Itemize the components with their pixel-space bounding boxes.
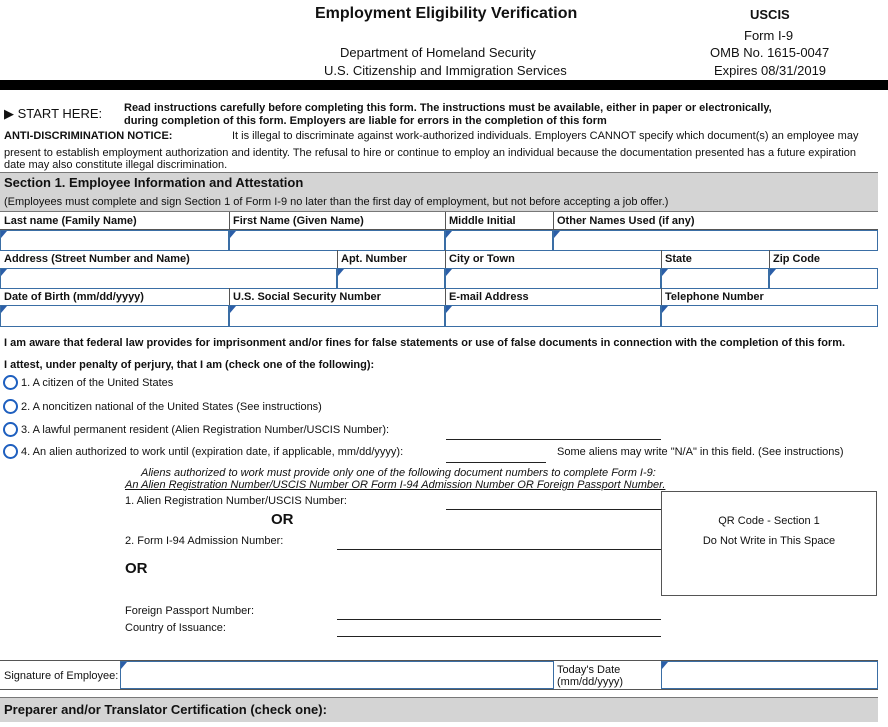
start-here-label: ▶ START HERE: <box>4 106 103 121</box>
zip-input[interactable] <box>769 268 878 289</box>
country-label: Country of Issuance: <box>125 622 226 634</box>
section1-header <box>0 172 878 194</box>
phone-label: Telephone Number <box>665 291 764 303</box>
header-rule <box>0 80 888 90</box>
todays-date-input[interactable] <box>661 661 878 689</box>
middle-initial-label: Middle Initial <box>449 215 516 227</box>
aliens-note-1: Aliens authorized to work must provide only one of the following document numbers to complete Form I-9: <box>141 467 656 479</box>
i94-input[interactable] <box>337 533 661 550</box>
apt-label: Apt. Number <box>341 253 407 265</box>
middle-initial-input[interactable] <box>445 230 553 251</box>
option-alien-authorized: 4. An alien authorized to work until (expiration date, if applicable, mm/dd/yyyy): <box>21 446 404 458</box>
notice-line-1: It is illegal to discriminate against work-authorized individuals. Employers CANNOT specify which document(s) an employee may <box>232 130 859 142</box>
passport-label: Foreign Passport Number: <box>125 605 254 617</box>
expiration: Expires 08/31/2019 <box>714 63 827 78</box>
signature-label: Signature of Employee: <box>4 670 119 682</box>
ssn-input[interactable] <box>229 305 445 327</box>
email-input[interactable] <box>445 305 661 327</box>
preparer-header <box>0 697 878 722</box>
city-label: City or Town <box>449 253 515 265</box>
radio-citizen[interactable] <box>3 375 18 390</box>
other-names-input[interactable] <box>553 230 878 251</box>
notice-line-2: present to establish employment authorization and identity. The refusal to hire or continue to employ an individual because the documentation presented has a future expiration <box>4 147 857 159</box>
section1-subtitle-band <box>0 193 878 212</box>
dob-input[interactable] <box>0 305 229 327</box>
na-note: Some aliens may write "N/A" in this field. (See instructions) <box>557 446 844 458</box>
section1-subtitle: (Employees must complete and sign Section 1 of Form I-9 no later than the first day of employment, but not before accepting a job offer.) <box>4 196 669 208</box>
alien-reg-label: 1. Alien Registration Number/USCIS Number: <box>125 495 347 507</box>
address-input[interactable] <box>0 268 337 289</box>
or-1: OR <box>271 511 294 528</box>
start-text-2: during completion of this form. Employers are liable for errors in the completion of this form <box>124 115 607 127</box>
address-label: Address (Street Number and Name) <box>4 253 190 265</box>
or-2: OR <box>125 560 148 577</box>
attest-statement: I attest, under penalty of perjury, that I am (check one of the following): <box>4 359 375 371</box>
anti-discrimination-label: ANTI-DISCRIMINATION NOTICE: <box>4 130 173 142</box>
first-name-label: First Name (Given Name) <box>233 215 364 227</box>
notice-line-3: date may also constitute illegal discrimination. <box>4 159 228 171</box>
start-text-1: Read instructions carefully before completing this form. The instructions must be available, either in paper or electronically, <box>124 102 772 114</box>
radio-permanent-resident[interactable] <box>3 422 18 437</box>
omb-number: OMB No. 1615-0047 <box>710 45 830 60</box>
ssn-label: U.S. Social Security Number <box>233 291 381 303</box>
dob-label: Date of Birth (mm/dd/yyyy) <box>4 291 144 303</box>
qr-code-box <box>661 491 877 596</box>
last-name-input[interactable] <box>0 230 229 251</box>
section1-title: Section 1. Employee Information and Attestation <box>4 175 304 190</box>
radio-alien-authorized[interactable] <box>3 444 18 459</box>
todays-date-label-1: Today's Date <box>557 664 621 676</box>
other-names-label: Other Names Used (if any) <box>557 215 695 227</box>
permanent-resident-number-input[interactable] <box>446 423 661 440</box>
state-input[interactable] <box>661 268 769 289</box>
last-name-label: Last name (Family Name) <box>4 215 137 227</box>
uscis-label: USCIS <box>750 7 790 22</box>
alien-reg-input[interactable] <box>446 493 661 510</box>
option-noncitizen-national: 2. A noncitizen national of the United States (See instructions) <box>21 401 322 413</box>
form-number: Form I-9 <box>744 28 794 43</box>
qr-code-note: Do Not Write in This Space <box>702 535 836 547</box>
option-citizen: 1. A citizen of the United States <box>21 377 174 389</box>
first-name-input[interactable] <box>229 230 445 251</box>
option-permanent-resident: 3. A lawful permanent resident (Alien Registration Number/USCIS Number): <box>21 424 390 436</box>
todays-date-label-2: (mm/dd/yyyy) <box>557 676 623 688</box>
i94-label: 2. Form I-94 Admission Number: <box>125 535 284 547</box>
aware-statement: I am aware that federal law provides for imprisonment and/or fines for false statements or use of false documents in connection with the completion of this form. <box>4 337 846 349</box>
state-label: State <box>665 253 692 265</box>
department: Department of Homeland Security <box>340 45 536 60</box>
passport-input[interactable] <box>337 603 661 620</box>
zip-label: Zip Code <box>773 253 821 265</box>
signature-input[interactable] <box>120 661 554 689</box>
form-title: Employment Eligibility Verification <box>315 5 578 22</box>
agency: U.S. Citizenship and Immigration Services <box>324 63 567 78</box>
preparer-title: Preparer and/or Translator Certification (check one): <box>4 702 327 717</box>
expiration-date-input[interactable] <box>446 446 546 463</box>
qr-code-title: QR Code - Section 1 <box>718 515 820 527</box>
email-label: E-mail Address <box>449 291 529 303</box>
aliens-note-2: An Alien Registration Number/USCIS Number OR Form I-94 Admission Number OR Foreign Passport Number. <box>125 479 666 491</box>
apt-input[interactable] <box>337 268 445 289</box>
country-input[interactable] <box>337 620 661 637</box>
radio-noncitizen-national[interactable] <box>3 399 18 414</box>
city-input[interactable] <box>445 268 661 289</box>
phone-input[interactable] <box>661 305 878 327</box>
